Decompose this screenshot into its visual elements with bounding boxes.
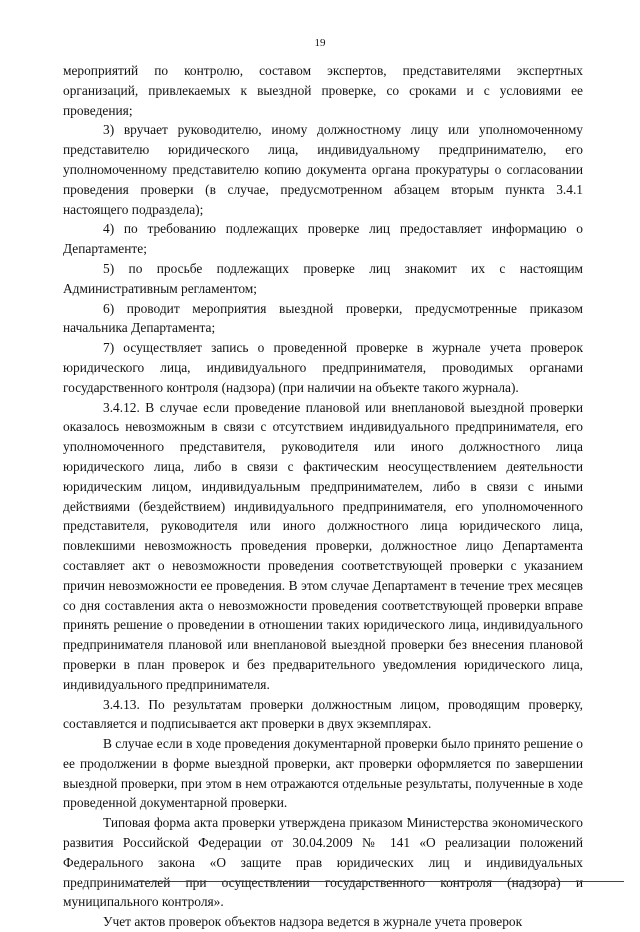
paragraph-3-4-12: 3.4.12. В случае если проведение плановой или внеплановой выездной проверки оказалось невозможным в связи с отсутствием индивидуального предпринимателя, его уполномоченного представителя, руководителя или иного должностного лица юридического лица, либо в связи с фактическим неосуществлением деятельности юридическим лицом, индивидуальным предпринимателем, либо в связи с иными действиями (бездействием) индивидуального предпринимателя, его уполномоченного представителя, руководителя или иного должностного лица юридического лица, повлекшими невозможность проведения проверки, должностное лицо Департамента составляет акт о невозможности проведения соответствующей проверки с указанием причин невозможности ее проведения. В этом случае Департамент в течение трех месяцев со дня составления акта о невозможности проведения соответствующей проверки вправе принять решение о проведении в отношении таких юридического лица, индивидуального предпринимателя плановой или внеплановой выездной проверки без внесения плановой проверки в план проверок и без предварительного уведомления юридического лица, индивидуального предпринимателя. [63,399,583,692]
paragraph-accounting: Учет актов проверок объектов надзора ведется в журнале учета проверок [103,914,523,930]
paragraph-item-3: 3) вручает руководителю, иному должностному лицу или уполномоченному представителю юридического лица, индивидуальному предпринимателю, его уполномоченному представителю копию документа органа прокуратуры о согласовании проведения проверки (в случае, предусмотренном абзацем вторым пункта 3.4.1 настоящего подраздела); [63,122,583,217]
paragraph-standard-form: Типовая форма акта проверки утверждена приказом Министерства экономического развития Российской Федерации от 30.04.2009 № 141 «О реализации положений Федерального закона «О защите прав юридических лиц и индивидуальных предпринимателей при осуществлении государственного контроля (надзора) и муниципального контроля». [63,815,583,910]
footer-rule [138,881,624,882]
paragraph-item-6: 6) проводит мероприятия выездной проверки, предусмотренные приказом начальника Департамента; [63,300,583,336]
paragraph-documentary-check: В случае если в ходе проведения документарной проверки было принято решение о ее продолжении в форме выездной проверки, акт проверки оформляется по завершении выездной проверки, при этом в нем отражаются отдельные результаты, полученные в ходе проведенной документарной проверки. [63,736,583,811]
paragraph-item-4: 4) по требованию подлежащих проверке лиц предоставляет информацию о Департаменте; [63,221,583,257]
page-number: 19 [314,37,326,49]
paragraph-3-4-13: 3.4.13. По результатам проверки должностным лицом, проводящим проверку, составляется и подписывается акт проверки в двух экземплярах. [63,696,583,732]
paragraph-item-7: 7) осуществляет запись о проведенной проверке в журнале учета проверок юридического лица, индивидуального предпринимателя, проводимых органами государственного контроля (надзора) (при наличии на объекте такого журнала). [63,340,583,395]
paragraph-item-5: 5) по просьбе подлежащих проверке лиц знакомит их с настоящим Административным регламентом; [63,260,583,296]
paragraph-continuation: мероприятий по контролю, составом экспертов, представителями экспертных организаций, привлекаемых к выездной проверке, со сроками и с условиями ее проведения; [63,63,583,118]
document-body [63,61,583,932]
